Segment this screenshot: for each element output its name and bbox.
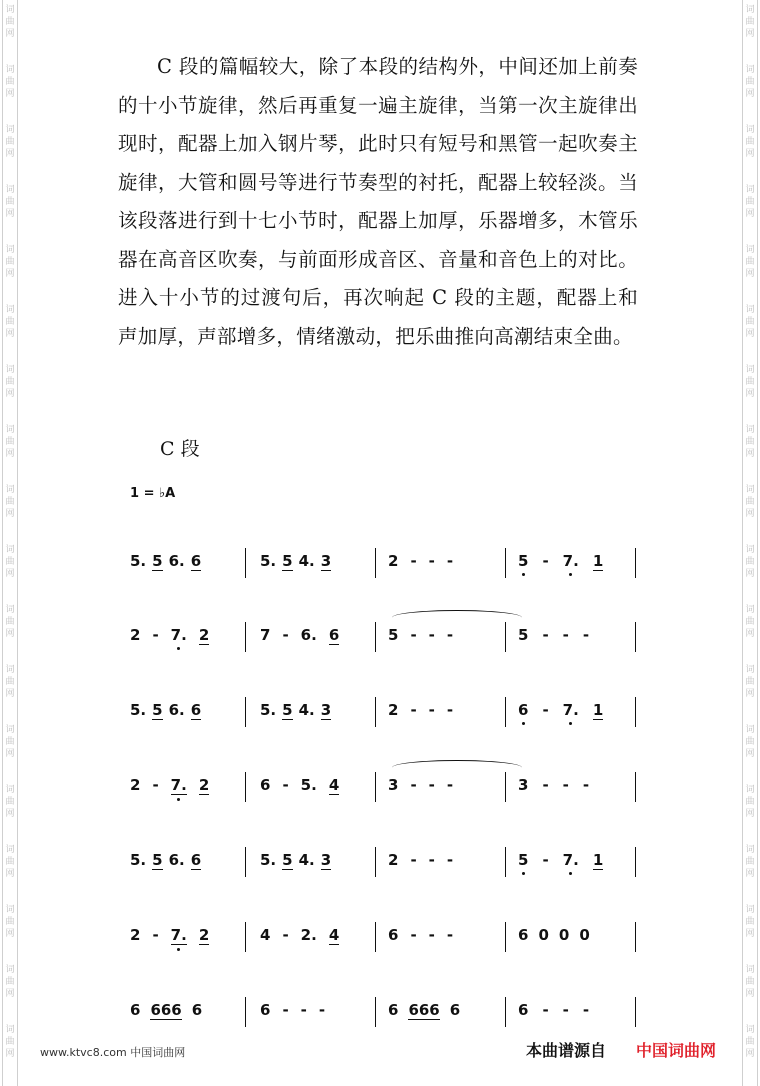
barline bbox=[635, 997, 636, 1027]
watermark-text: 词曲网 bbox=[745, 605, 755, 639]
watermark-text: 词曲网 bbox=[5, 65, 15, 99]
note: 6 bbox=[130, 1001, 141, 1019]
barline bbox=[375, 847, 376, 877]
note: 3 bbox=[320, 552, 332, 570]
note: - bbox=[428, 776, 435, 794]
note: - bbox=[410, 851, 417, 869]
score-row bbox=[130, 776, 640, 804]
note: - bbox=[562, 776, 569, 794]
note: - bbox=[542, 552, 549, 570]
watermark-text: 词曲网 bbox=[745, 245, 755, 279]
note: 2 bbox=[130, 776, 141, 794]
measure bbox=[518, 552, 603, 580]
barline bbox=[375, 922, 376, 952]
note: 1 bbox=[592, 701, 604, 719]
note: - bbox=[542, 626, 549, 644]
watermark-text: 词曲网 bbox=[5, 785, 15, 819]
note: 5. bbox=[130, 851, 147, 869]
note: 5 bbox=[518, 851, 529, 869]
note: - bbox=[542, 776, 549, 794]
section-label: C 段 bbox=[160, 438, 200, 460]
note: 2 bbox=[388, 552, 399, 570]
note: 6. bbox=[300, 626, 317, 644]
barline bbox=[245, 772, 246, 802]
tie-arc bbox=[392, 610, 522, 625]
note: 3 bbox=[388, 776, 399, 794]
measure bbox=[518, 926, 590, 954]
measure bbox=[260, 776, 339, 804]
note: 6 bbox=[190, 552, 202, 570]
note: 666 bbox=[408, 1001, 440, 1019]
note: 6 bbox=[328, 626, 340, 644]
watermark-text: 词曲网 bbox=[745, 185, 755, 219]
barline bbox=[505, 622, 506, 652]
watermark-text: 词曲网 bbox=[745, 485, 755, 519]
watermark-text: 词曲网 bbox=[745, 725, 755, 759]
note: 1 bbox=[592, 851, 604, 869]
note: - bbox=[428, 626, 435, 644]
note: 7. bbox=[562, 851, 579, 869]
barline bbox=[505, 697, 506, 727]
note: 4 bbox=[328, 926, 340, 944]
note: 7. bbox=[170, 776, 187, 794]
note: - bbox=[446, 552, 454, 570]
note: 6 bbox=[191, 1001, 203, 1019]
note: - bbox=[410, 701, 417, 719]
measure bbox=[260, 1001, 325, 1029]
note: 5 bbox=[282, 701, 293, 719]
measure bbox=[518, 776, 589, 804]
note: - bbox=[282, 926, 289, 944]
measure bbox=[260, 626, 339, 654]
watermark-text: 词曲网 bbox=[5, 5, 15, 39]
note: 1 bbox=[592, 552, 604, 570]
note: - bbox=[562, 626, 569, 644]
note: 2 bbox=[388, 701, 399, 719]
measure bbox=[130, 626, 209, 654]
note: 6 bbox=[388, 926, 399, 944]
note: 0 bbox=[558, 926, 570, 944]
note: 2. bbox=[300, 926, 317, 944]
note: 6 bbox=[518, 926, 529, 944]
measure bbox=[130, 1001, 202, 1029]
note: 4 bbox=[260, 926, 271, 944]
note: 6 bbox=[190, 701, 202, 719]
note: - bbox=[428, 552, 435, 570]
note: 5. bbox=[130, 701, 147, 719]
note: - bbox=[318, 1001, 326, 1019]
measure bbox=[260, 851, 331, 879]
note: 5 bbox=[518, 552, 529, 570]
watermark-strip-left bbox=[2, 0, 18, 1086]
measure bbox=[260, 552, 331, 580]
note: - bbox=[300, 1001, 307, 1019]
note: 7. bbox=[170, 926, 187, 944]
measure bbox=[518, 851, 603, 879]
note: 6 bbox=[518, 701, 529, 719]
measure bbox=[388, 776, 453, 804]
barline bbox=[375, 548, 376, 578]
watermark-text: 词曲网 bbox=[5, 725, 15, 759]
barline bbox=[635, 697, 636, 727]
note: - bbox=[582, 1001, 590, 1019]
measure bbox=[130, 552, 201, 580]
tie-arc bbox=[392, 760, 522, 775]
note: 6. bbox=[168, 701, 185, 719]
note: - bbox=[152, 926, 159, 944]
measure bbox=[260, 926, 339, 954]
footer-source-label: 本曲谱源自 bbox=[526, 1041, 607, 1060]
measure bbox=[388, 926, 453, 954]
note: 5. bbox=[260, 552, 277, 570]
note: - bbox=[428, 701, 435, 719]
note: 2 bbox=[198, 776, 210, 794]
watermark-text: 词曲网 bbox=[5, 245, 15, 279]
barline bbox=[635, 772, 636, 802]
note: 6 bbox=[388, 1001, 399, 1019]
note: 3 bbox=[518, 776, 529, 794]
measure bbox=[388, 552, 453, 580]
note: 5 bbox=[388, 626, 399, 644]
score-row bbox=[130, 926, 640, 954]
note: - bbox=[582, 626, 590, 644]
score-row bbox=[130, 851, 640, 879]
note: 3 bbox=[320, 851, 332, 869]
barline bbox=[375, 772, 376, 802]
barline bbox=[635, 847, 636, 877]
watermark-text: 词曲网 bbox=[745, 785, 755, 819]
barline bbox=[505, 847, 506, 877]
note: 5 bbox=[282, 552, 293, 570]
note: - bbox=[542, 701, 549, 719]
barline bbox=[505, 548, 506, 578]
watermark-text: 词曲网 bbox=[745, 545, 755, 579]
watermark-text: 词曲网 bbox=[5, 905, 15, 939]
note: - bbox=[428, 851, 435, 869]
barline bbox=[245, 697, 246, 727]
note: 2 bbox=[198, 626, 210, 644]
watermark-text: 词曲网 bbox=[5, 305, 15, 339]
note: 5. bbox=[130, 552, 147, 570]
note: - bbox=[582, 776, 590, 794]
watermark-text: 词曲网 bbox=[745, 905, 755, 939]
measure bbox=[130, 926, 209, 954]
note: 4. bbox=[298, 552, 315, 570]
watermark-text: 词曲网 bbox=[5, 665, 15, 699]
score-row bbox=[130, 1001, 640, 1029]
measure bbox=[518, 1001, 589, 1029]
barline bbox=[245, 847, 246, 877]
note: 7 bbox=[260, 626, 271, 644]
note: 6 bbox=[190, 851, 202, 869]
watermark-text: 词曲网 bbox=[745, 665, 755, 699]
note: 5 bbox=[518, 626, 529, 644]
score-row bbox=[130, 552, 640, 580]
note: 5 bbox=[152, 552, 163, 570]
watermark-text: 词曲网 bbox=[745, 965, 755, 999]
watermark-text: 词曲网 bbox=[5, 425, 15, 459]
watermark-text: 词曲网 bbox=[745, 425, 755, 459]
barline bbox=[505, 997, 506, 1027]
note: 6 bbox=[518, 1001, 529, 1019]
note: 7. bbox=[562, 701, 579, 719]
measure bbox=[388, 851, 453, 879]
note: 6 bbox=[260, 1001, 271, 1019]
note: 2 bbox=[130, 626, 141, 644]
measure bbox=[388, 701, 453, 729]
note: - bbox=[282, 776, 289, 794]
score-row bbox=[130, 626, 640, 654]
measure bbox=[518, 701, 603, 729]
note: 5. bbox=[260, 851, 277, 869]
key-signature: 1 = ♭A bbox=[130, 486, 176, 501]
note: 4. bbox=[298, 701, 315, 719]
barline bbox=[245, 622, 246, 652]
note: - bbox=[152, 626, 159, 644]
note: - bbox=[446, 851, 454, 869]
note: - bbox=[428, 926, 435, 944]
note: - bbox=[410, 926, 417, 944]
watermark-text: 词曲网 bbox=[5, 965, 15, 999]
measure bbox=[130, 851, 201, 879]
note: 0 bbox=[579, 926, 590, 944]
barline bbox=[635, 622, 636, 652]
footer-brand-link[interactable]: 中国词曲网 bbox=[636, 1041, 717, 1060]
barline bbox=[635, 548, 636, 578]
note: 4. bbox=[298, 851, 315, 869]
note: - bbox=[446, 776, 454, 794]
watermark-text: 词曲网 bbox=[745, 1025, 755, 1059]
measure bbox=[388, 626, 453, 654]
note: - bbox=[152, 776, 159, 794]
note: 5 bbox=[152, 851, 163, 869]
note: 2 bbox=[388, 851, 399, 869]
note: 6 bbox=[260, 776, 271, 794]
note: 666 bbox=[150, 1001, 182, 1019]
barline bbox=[505, 772, 506, 802]
score-row bbox=[130, 701, 640, 729]
note: - bbox=[446, 626, 454, 644]
footer-url[interactable]: www.ktvc8.com 中国词曲网 bbox=[40, 1046, 186, 1059]
watermark-text: 词曲网 bbox=[745, 125, 755, 159]
note: 5. bbox=[260, 701, 277, 719]
barline bbox=[245, 548, 246, 578]
watermark-text: 词曲网 bbox=[745, 365, 755, 399]
barline bbox=[375, 697, 376, 727]
measure bbox=[260, 701, 331, 729]
note: - bbox=[282, 626, 289, 644]
watermark-strip-right bbox=[742, 0, 758, 1086]
note: - bbox=[542, 1001, 549, 1019]
watermark-text: 词曲网 bbox=[745, 305, 755, 339]
note: - bbox=[410, 552, 417, 570]
note: 6 bbox=[449, 1001, 461, 1019]
watermark-text: 词曲网 bbox=[5, 365, 15, 399]
barline bbox=[375, 622, 376, 652]
measure bbox=[518, 626, 589, 654]
note: - bbox=[410, 776, 417, 794]
note: 7. bbox=[170, 626, 187, 644]
watermark-text: 词曲网 bbox=[5, 845, 15, 879]
note: 2 bbox=[198, 926, 210, 944]
note: 5. bbox=[300, 776, 317, 794]
watermark-text: 词曲网 bbox=[5, 545, 15, 579]
watermark-text: 词曲网 bbox=[5, 485, 15, 519]
note: - bbox=[542, 851, 549, 869]
watermark-text: 词曲网 bbox=[5, 125, 15, 159]
watermark-text: 词曲网 bbox=[745, 65, 755, 99]
note: 4 bbox=[328, 776, 340, 794]
note: 0 bbox=[538, 926, 549, 944]
barline bbox=[245, 922, 246, 952]
watermark-text: 词曲网 bbox=[745, 845, 755, 879]
note: 5 bbox=[152, 701, 163, 719]
note: - bbox=[410, 626, 417, 644]
note: - bbox=[446, 926, 454, 944]
note: 2 bbox=[130, 926, 141, 944]
note: 6. bbox=[168, 552, 185, 570]
note: 6. bbox=[168, 851, 185, 869]
barline bbox=[375, 997, 376, 1027]
measure bbox=[388, 1001, 460, 1029]
watermark-text: 词曲网 bbox=[745, 5, 755, 39]
watermark-text: 词曲网 bbox=[5, 605, 15, 639]
measure bbox=[130, 701, 201, 729]
barline bbox=[635, 922, 636, 952]
analysis-paragraph: C 段的篇幅较大，除了本段的结构外，中间还加上前奏的十小节旋律，然后再重复一遍主旋律，当第一次主旋律出现时，配器上加入钢片琴，此时只有短号和黑管一起吹奏主旋律，大管和圆号等进行节奏型的衬托，配器上较轻淡。当该段落进行到十七小节时，配器上加厚，乐器增多，木管乐器在高音区吹奏，与前面形成音区、音量和音色上的对比。进入十小节的过渡句后，再次响起 C 段的主题，配器上和声加厚，声部增多，情绪激动，把乐曲推向高潮结束全曲。 bbox=[118, 55, 638, 348]
note: 7. bbox=[562, 552, 579, 570]
note: - bbox=[562, 1001, 569, 1019]
watermark-text: 词曲网 bbox=[5, 185, 15, 219]
watermark-text: 词曲网 bbox=[5, 1025, 15, 1059]
note: - bbox=[446, 701, 454, 719]
measure bbox=[130, 776, 209, 804]
barline bbox=[245, 997, 246, 1027]
note: 5 bbox=[282, 851, 293, 869]
barline bbox=[505, 922, 506, 952]
note: 3 bbox=[320, 701, 332, 719]
note: - bbox=[282, 1001, 289, 1019]
